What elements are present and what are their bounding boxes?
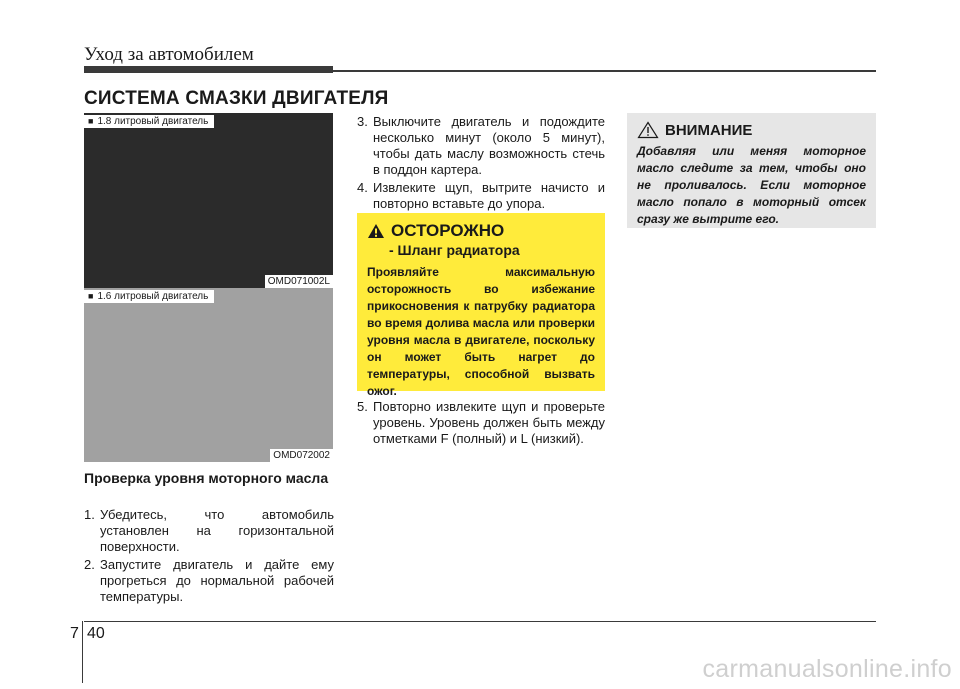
photo-code: OMD072002 bbox=[270, 449, 333, 462]
bullet-icon: ■ bbox=[88, 291, 94, 301]
page-header-title: Уход за автомобилем bbox=[84, 44, 254, 65]
step-text: Запустите двигатель и дайте ему прогреться до нормальной рабочей температуры. bbox=[100, 557, 334, 604]
header-rule bbox=[333, 70, 876, 72]
step-text: Извлеките щуп, вытрите начисто и повторно вставьте до упора. bbox=[373, 180, 605, 211]
subheading: Проверка уровня моторного масла bbox=[84, 470, 329, 486]
photo-label bbox=[84, 290, 214, 303]
warning-box bbox=[357, 213, 605, 398]
header-bar bbox=[84, 66, 333, 73]
page-number: 40 bbox=[87, 625, 105, 642]
bullet-icon: ■ bbox=[88, 116, 94, 126]
engine-photo-1-8 bbox=[84, 113, 333, 288]
step-item bbox=[84, 557, 334, 605]
warning-header bbox=[367, 221, 595, 241]
steps-column-3 bbox=[357, 399, 605, 449]
warning-triangle-icon bbox=[367, 223, 385, 239]
caution-box bbox=[627, 113, 876, 228]
step-item bbox=[357, 399, 605, 447]
warning-title: ОСТОРОЖНО bbox=[391, 221, 505, 240]
warning-text: Проявляйте максимальную осторожность во избежание прикосновения к патрубку радиатора во время долива масла или проверки уровня масла в двигателе, поскольку он может быть нагрет до температуры, способной вызвать ожог. bbox=[367, 265, 595, 398]
caution-text: Добавляя или меняя моторное масло следите за тем, чтобы оно не проливалось. Если моторное масло попало в моторный отсек сразу же вытрите его. bbox=[637, 144, 866, 226]
photo-code: OMD071002L bbox=[265, 275, 333, 288]
photo-label-text: 1.6 литровый двигатель bbox=[97, 291, 209, 302]
step-number: 2. bbox=[84, 557, 95, 572]
step-item bbox=[84, 507, 334, 555]
engine-photo-1-6 bbox=[84, 288, 333, 462]
footer-rule bbox=[84, 621, 876, 622]
chapter-number: 7 bbox=[70, 625, 79, 642]
step-text: Повторно извлеките щуп и проверьте уровень. Уровень должен быть между отметками F (полный) и L (низкий). bbox=[373, 399, 605, 446]
caution-triangle-icon bbox=[637, 121, 659, 139]
caution-title: ВНИМАНИЕ bbox=[665, 121, 753, 139]
watermark: carmanualsonline.info bbox=[702, 655, 952, 683]
steps-column-1 bbox=[84, 507, 334, 607]
photo-label bbox=[84, 115, 214, 128]
step-text: Убедитесь, что автомобиль установлен на горизонтальной поверхности. bbox=[100, 507, 334, 554]
step-number: 5. bbox=[357, 399, 368, 414]
step-number: 3. bbox=[357, 114, 368, 129]
step-number: 4. bbox=[357, 180, 368, 195]
footer-divider bbox=[82, 621, 83, 683]
step-number: 1. bbox=[84, 507, 95, 522]
steps-column-2 bbox=[357, 114, 605, 214]
step-item bbox=[357, 180, 605, 212]
step-item bbox=[357, 114, 605, 178]
step-text: Выключите двигатель и подождите несколько минут (около 5 минут), чтобы дать маслу возможность стечь в поддон картера. bbox=[373, 114, 605, 177]
photo-label-text: 1.8 литровый двигатель bbox=[97, 116, 209, 127]
section-title: СИСТЕМА СМАЗКИ ДВИГАТЕЛЯ bbox=[84, 88, 389, 109]
caution-header bbox=[637, 121, 866, 139]
warning-subtitle: - Шланг радиатора bbox=[389, 242, 520, 258]
